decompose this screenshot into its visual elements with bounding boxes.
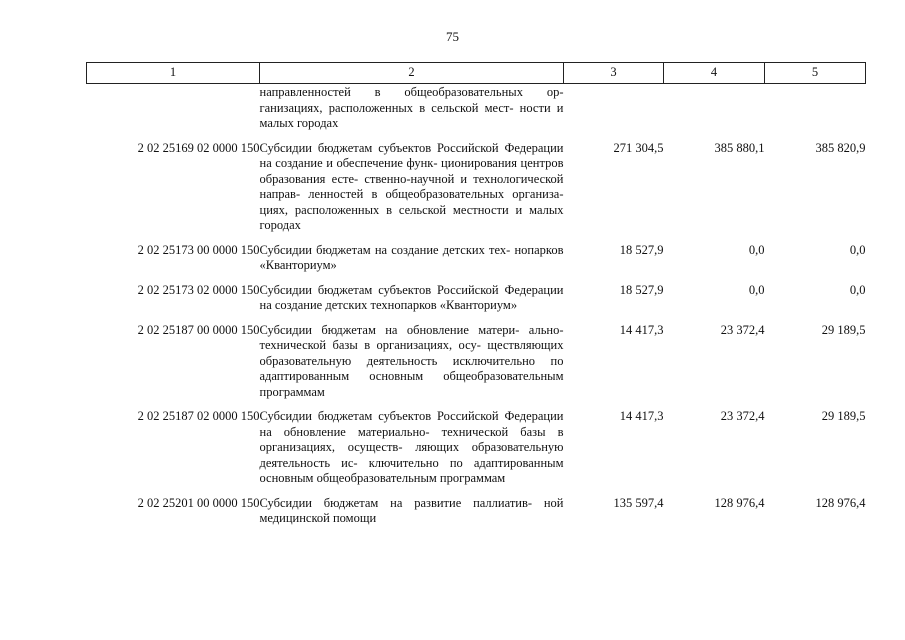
value-col3: 271 304,5	[613, 140, 664, 155]
column-header-4: 4	[664, 63, 765, 84]
value-col5: 29 189,5	[821, 409, 866, 423]
value-col5	[765, 84, 866, 138]
value-col3: 135 597,4	[613, 495, 664, 510]
row-description: Субсидии бюджетам субъектов Российской Федерации на создание и обеспечение функ- ционирования центров образования есте- ственно-научной и технологической направ- ленностей в общеобразовательных организа- циях, расположенных в сельской местности и малых городах	[259, 140, 564, 232]
value-col3: 18 527,9	[619, 242, 664, 257]
value-col3	[564, 84, 664, 138]
column-header-5: 5	[765, 63, 866, 84]
column-header-2: 2	[260, 63, 564, 84]
column-header-1: 1	[87, 63, 260, 84]
table-body	[87, 84, 866, 533]
value-col4: 0,0	[748, 282, 765, 297]
value-col4: 23 372,4	[720, 322, 765, 337]
value-col3: 14 417,3	[619, 409, 664, 423]
budget-table	[86, 62, 866, 533]
budget-code: 2 02 25173 02 0000 150	[137, 282, 260, 297]
page-number: 75	[446, 29, 459, 44]
table-row	[87, 240, 866, 280]
value-col4: 0,0	[748, 242, 765, 257]
budget-code	[87, 84, 260, 138]
value-col3: 14 417,3	[619, 322, 664, 337]
value-col5: 128 976,4	[815, 495, 866, 510]
budget-code: 2 02 25173 00 0000 150	[137, 242, 260, 257]
row-description: Субсидии бюджетам на развитие паллиатив- ной медицинской помощи	[259, 495, 564, 525]
column-header-3: 3	[564, 63, 664, 84]
budget-code: 2 02 25187 00 0000 150	[137, 322, 260, 337]
value-col5: 385 820,9	[815, 140, 866, 155]
budget-code: 2 02 25187 02 0000 150	[137, 409, 260, 423]
table-row	[87, 84, 866, 138]
table-row	[87, 320, 866, 407]
row-description: Субсидии бюджетам на создание детских тех- нопарков «Кванториум»	[259, 242, 564, 272]
value-col5: 0,0	[849, 282, 866, 297]
value-col5: 29 189,5	[821, 322, 866, 337]
budget-code: 2 02 25169 02 0000 150	[137, 140, 260, 155]
row-description: Субсидии бюджетам субъектов Российской Федерации на обновление материально- технической базы в организациях, осуществ- ляющих образовательную деятельность ис- ключительно по адаптированным основным общеобразовательным программам	[259, 409, 564, 485]
value-col5: 0,0	[849, 242, 866, 257]
value-col4: 23 372,4	[720, 409, 765, 423]
table-row	[87, 280, 866, 320]
value-col4: 128 976,4	[714, 495, 765, 510]
value-col3: 18 527,9	[619, 282, 664, 297]
table-row	[87, 138, 866, 240]
value-col4	[664, 84, 765, 138]
budget-code: 2 02 25201 00 0000 150	[137, 495, 260, 510]
value-col4: 385 880,1	[714, 140, 765, 155]
row-description: Субсидии бюджетам на обновление матери- ально-технической базы в организациях, осу- ществляющих образовательную деятельность исключительно по адаптированным основным общеобразовательным программам	[259, 322, 564, 399]
table-header	[87, 63, 866, 84]
table-row	[87, 493, 866, 533]
table-row	[87, 406, 866, 493]
row-description: Субсидии бюджетам субъектов Российской Федерации на создание детских технопарков «Кванториум»	[259, 282, 564, 312]
row-description: направленностей в общеобразовательных ор- ганизациях, расположенных в сельской мест- ности и малых городах	[259, 85, 564, 130]
